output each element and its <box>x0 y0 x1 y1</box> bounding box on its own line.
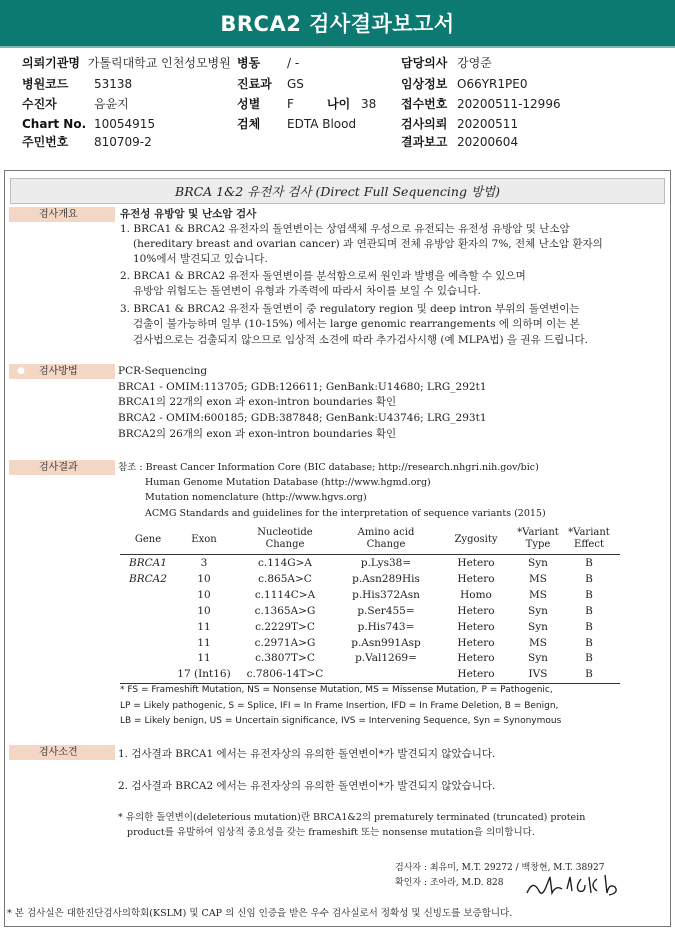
overview-line: (hereditary breast and ovarian cancer) 과 연관되며 전체 유방암 환자의 7%, 전체 난소암 환자의 <box>133 238 603 250</box>
header-value: 가톨릭대학교 인천성모병원 <box>87 56 231 70</box>
overview-line: 유방암 위험도는 돌연변이 유형과 가족력에 따라서 차이를 보일 수 있습니다. <box>133 285 481 297</box>
reference-line: Mutation nomenclature (http://www.hgvs.org) <box>145 492 367 503</box>
header-sex <box>237 97 294 111</box>
table-cell: Syn <box>528 604 548 617</box>
table-row <box>120 588 620 604</box>
table-cell: B <box>585 588 593 601</box>
header-request-date <box>401 117 519 131</box>
header-patient-name <box>22 97 129 111</box>
table-cell: p.Lys38= <box>360 557 412 569</box>
table-cell: 10 <box>197 588 211 601</box>
method-line: PCR-Sequencing <box>118 365 208 377</box>
table-cell: B <box>585 652 593 665</box>
table-cell: BRCA2 <box>129 572 167 585</box>
section-label-text: 검사결과 <box>39 462 78 473</box>
header-label: 검체 <box>237 117 261 131</box>
table-cell: c.7806-14T>C <box>246 668 324 681</box>
header-label: 성별 <box>237 97 261 111</box>
table-cell: 11 <box>197 636 211 649</box>
section-label-text: 검사방법 <box>39 366 78 377</box>
table-cell: Syn <box>528 652 548 665</box>
table-cell: MS <box>529 588 547 601</box>
header-resident-number <box>22 135 152 149</box>
header-label: 병원코드 <box>22 77 69 91</box>
table-cell: Hetero <box>457 572 495 585</box>
overview-line: 1. BRCA1 & BRCA2 유전자의 돌연변이는 상염색체 우성으로 유전되는 유전성 유방암 및 난소암 <box>120 223 570 235</box>
section-label-results <box>9 460 115 475</box>
report-body <box>4 170 671 927</box>
header-age <box>327 97 377 111</box>
table-row <box>120 667 620 683</box>
overview-line: 검출이 불가능하며 일부 (10-15%) 에서는 large genomic rearrangements 에 의하며 이는 본 <box>133 318 580 330</box>
header-value: EDTA Blood <box>287 117 357 131</box>
abbreviation-line: * FS = Frameshift Mutation, NS = Nonsense Mutation, MS = Missense Mutation, P = Pathogenic, <box>120 685 553 695</box>
header-value: 20200604 <box>457 135 519 149</box>
reference-line: 참조 : Breast Cancer Information Core (BIC database; http://research.nhgri.nih.gov/bic) <box>118 462 539 473</box>
header-value: O66YR1PE0 <box>457 77 528 91</box>
table-cell: 11 <box>197 652 211 665</box>
header-label: 결과보고 <box>401 135 448 149</box>
table-header-cell: Nucleotide Change <box>257 527 313 550</box>
table-cell: c.3807T>C <box>255 652 315 665</box>
finding-line: 2. 검사결과 BRCA2 에서는 유전자상의 유의한 돌연변이*가 발견되지 않았습니다. <box>118 780 496 792</box>
header-label: 담당의사 <box>401 56 448 70</box>
table-cell: MS <box>529 636 547 649</box>
table-cell: c.2971A>G <box>254 636 316 649</box>
table-cell: Homo <box>460 588 492 601</box>
finding-note: * 유의한 돌연변이(deleterious mutation)란 BRCA1&2의 prematurely terminated (truncated) protein <box>118 812 586 823</box>
header-label: Chart No. <box>22 117 87 131</box>
table-header-cell: Exon <box>191 534 217 545</box>
table-row <box>120 556 620 572</box>
section-label-text: 검사개요 <box>39 209 78 220</box>
table-cell: Hetero <box>457 636 495 649</box>
overview-line: 2. BRCA1 & BRCA2 유전자 돌연변이를 분석함으로써 원인과 발병을 예측할 수 있으며 <box>120 270 526 282</box>
header-value: 강영준 <box>457 56 492 70</box>
header-value: 38 <box>361 97 377 111</box>
header-value: 53138 <box>94 77 133 91</box>
table-cell: p.Asn289His <box>352 572 420 585</box>
table-header-cell: *Variant Type <box>517 527 559 550</box>
section-label-method <box>9 364 115 379</box>
table-cell: c.2229T>C <box>255 620 315 633</box>
overview-heading: 유전성 유방암 및 난소암 검사 <box>120 208 257 220</box>
table-cell: Hetero <box>457 668 495 681</box>
table-cell: c.865A>C <box>258 572 312 585</box>
method-line: BRCA2의 26개의 exon 과 exon-intron boundaries 확인 <box>118 428 397 440</box>
table-cell: B <box>585 572 593 585</box>
table-header-cell: Zygosity <box>454 534 498 545</box>
header-specimen <box>237 117 357 131</box>
table-cell: Syn <box>528 620 548 633</box>
header-label: 주민번호 <box>22 135 69 149</box>
table-header-cell: Amino acid Change <box>357 527 415 550</box>
table-cell: Hetero <box>457 620 495 633</box>
table-cell: Hetero <box>457 604 495 617</box>
section-label-text: 검사소견 <box>39 747 78 758</box>
header-report-date <box>401 135 519 149</box>
table-cell: B <box>585 668 593 681</box>
reference-line: Human Genome Mutation Database (http://www.hgmd.org) <box>145 477 431 488</box>
report-title: BRCA 1&2 유전자 검사 (Direct Full Sequencing 방법) <box>175 184 500 199</box>
section-label-overview <box>9 207 115 222</box>
table-cell: 17 (Int16) <box>177 668 231 681</box>
table-cell: Hetero <box>457 652 495 665</box>
table-cell: p.Ser455= <box>357 604 415 617</box>
table-row <box>120 572 620 588</box>
table-cell: p.Asn991Asp <box>351 636 421 649</box>
header-chart-no <box>22 117 156 131</box>
table-cell: 10 <box>197 604 211 617</box>
table-cell: Syn <box>528 557 548 569</box>
header-clinical-info <box>401 77 528 91</box>
table-cell: Hetero <box>457 557 495 569</box>
header-label: 수진자 <box>22 97 57 111</box>
report-title-bar <box>0 0 675 48</box>
finding-line: 1. 검사결과 BRCA1 에서는 유전자상의 유의한 돌연변이*가 발견되지 않았습니다. <box>118 748 496 760</box>
header-label: 병동 <box>237 56 261 70</box>
section-label-findings <box>9 745 115 760</box>
header-label: 접수번호 <box>401 97 448 111</box>
header-value: 10054915 <box>94 117 156 131</box>
method-line: BRCA1의 22개의 exon 과 exon-intron boundaries 확인 <box>118 396 397 408</box>
variant-table-header <box>120 525 620 555</box>
header-label: 나이 <box>327 97 351 111</box>
finding-note: product를 유발하여 임상적 중요성을 갖는 frameshift 또는 nonsense mutation을 의미합니다. <box>127 827 535 838</box>
footer-certification: * 본 검사실은 대한진단검사의학회(KSLM) 및 CAP 의 신임 인증을 받은 우수 검사실로서 정확성 및 신빙도를 보증합니다. <box>7 908 513 919</box>
table-cell: c.1365A>G <box>254 604 316 617</box>
confirmer-line: 확인자 : 조아라, M.D. 828 <box>395 878 504 888</box>
method-line: BRCA1 - OMIM:113705; GDB:126611; GenBank:U14680; LRG_292t1 <box>118 381 487 393</box>
reference-line: ACMG Standards and guidelines for the interpretation of sequence variants (2015) <box>145 508 546 519</box>
table-cell: c.114G>A <box>257 557 313 569</box>
table-cell: p.Val1269= <box>355 652 417 665</box>
header-value: 음윤지 <box>94 97 129 111</box>
page-title: BRCA2 검사결과보고서 <box>220 12 455 36</box>
overview-line: 3. BRCA1 & BRCA2 유전자 돌연변이 중 regulatory region 및 deep intron 부위의 돌연변이는 <box>120 303 580 315</box>
bullet-icon: ● <box>17 366 25 376</box>
header-value: GS <box>287 77 304 91</box>
table-row <box>120 636 620 652</box>
header-label: 진료과 <box>237 77 272 91</box>
tester-line: 검사자 : 최유미, M.T. 29272 / 백창현, M.T. 38927 <box>395 863 605 873</box>
header-physician <box>401 56 492 70</box>
header-hospital-code <box>22 77 133 91</box>
header-department <box>237 77 304 91</box>
table-row <box>120 620 620 636</box>
table-cell: p.His372Asn <box>352 588 420 601</box>
method-line: BRCA2 - OMIM:600185; GDB:387848; GenBank:U43746; LRG_293t1 <box>118 412 487 424</box>
table-cell: 10 <box>197 572 211 585</box>
header-value: 20200511-12996 <box>457 97 561 111</box>
header-value: 20200511 <box>457 117 519 131</box>
table-cell: B <box>585 620 593 633</box>
header-value: / - <box>287 56 300 70</box>
table-cell: c.1114C>A <box>254 588 316 601</box>
table-cell: MS <box>529 572 547 585</box>
table-cell: IVS <box>528 668 548 681</box>
header-accession-no <box>401 97 561 111</box>
header-ward <box>237 56 300 70</box>
table-cell: BRCA1 <box>129 557 167 569</box>
header-label: 의뢰기관명 <box>22 56 80 70</box>
table-cell: B <box>585 557 593 569</box>
table-header-cell: *Variant Effect <box>568 527 610 550</box>
overview-line: 10%에서 발견되고 있습니다. <box>133 253 268 265</box>
table-cell: 11 <box>197 620 211 633</box>
abbreviation-line: LP = Likely pathogenic, S = Splice, IFI = In Frame Insertion, IFD = In Frame Deletion, B = Benign, <box>120 701 559 711</box>
table-row <box>120 651 620 667</box>
header-value: 810709-2 <box>94 135 152 149</box>
table-cell: 3 <box>200 557 208 569</box>
table-cell: B <box>585 604 593 617</box>
overview-line: 검사법으로는 검출되지 않으므로 임상적 소견에 따라 추가검사시행 (예 MLPA법) 을 권유 드립니다. <box>133 334 588 346</box>
table-row <box>120 604 620 620</box>
table-header-cell: Gene <box>134 534 162 545</box>
header-requesting-institution <box>22 56 231 70</box>
header-label: 검사의뢰 <box>401 117 448 131</box>
report-title-box <box>10 178 665 204</box>
abbreviation-line: LB = Likely benign, US = Uncertain significance, IVS = Intervening Sequence, Syn = Synonymous <box>120 716 562 726</box>
header-label: 임상정보 <box>401 77 448 91</box>
table-cell: B <box>585 636 593 649</box>
table-cell: p.His743= <box>357 620 415 633</box>
header-value: F <box>287 97 294 111</box>
